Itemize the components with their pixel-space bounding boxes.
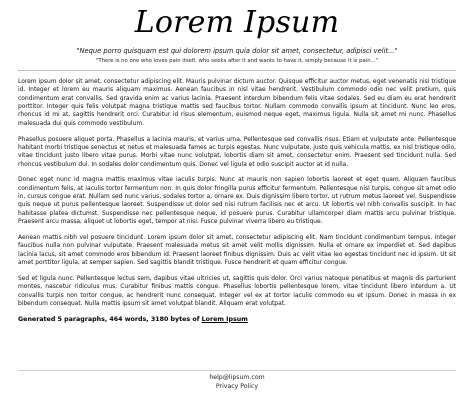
header-divider [18, 70, 456, 71]
paragraph-1: Lorem ipsum dolor sit amet, consectetur adipiscing elit. Mauris pulvinar dictum auctor. Quisque efficitur auctor metus, eget venenatis nisi tristique id. Integer et lorem eu mauris aliquam maximus. Aenean faucibus in nisl vitae hendrerit. Vestibulum commodo odio nec velit pretium, quis condimentum erat convallis. Sed gravida enim ac varius lacinia. Praesent interdum bibendum felis vitae sodales. Sed eu diam eu erat hendrerit porttitor. Integer quis felis volutpat magna tristique mattis sed faucibus tortor. Nullam commodo convallis ipsum at tincidunt. Nunc leo eros, rhoncus id mi at, sagittis hendrerit orci. Curabitur id risus elementum, euismod neque eget, maximus ligula. Nulla sit amet mi nunc. Phasellus malesuada dui quis commodo vestibulum. [18, 78, 456, 127]
lorem-ipsum-link[interactable]: Lorem Ipsum [201, 315, 248, 323]
privacy-policy-link[interactable]: Privacy Policy [215, 383, 259, 390]
email-link[interactable]: help@lipsum.com [209, 374, 265, 381]
paragraph-3: Donec eget nunc id magna mattis maximus vitae iaculis turpis. Nunc at mauris non sapien lobortis laoreet et eget quam. Aliquam faucibus condimentum felis, at iaculis tortor fermentum non. In quis dolor fringilla purus efficitur fermentum. Pellentesque nisl turpis, congue sit amet odio in, cursus congue erat. Nullam sed nunc varius, sodales tortor a, ornare ex. Duis dignissim libero tortor, ut rutrum metus laoreet vel. Suspendisse quis neque ut purus pellentesque laoreet. Suspendisse ut dolor sed nisi rutrum facilisis nec et arcu. Ut lobortis vel nibh convallis suscipit. In hac habitasse platea dictumst. Suspendisse nec pellentesque neque, id posuere purus. Curabitur ullamcorper diam mattis arcu pulvinar tristique. Praesent arcu massa, aliquet ut lobortis eget, tempor at nisi. Fusce pulvinar viverra libero eu tristique. [18, 176, 456, 226]
paragraph-2: Phasellus posuere aliquet porta. Phasellus a lacinia mauris, et varius urna. Pellentesque sed convallis risus. Etiam et vulputate ante. Pellentesque habitant morbi tristique senectus et netus et malesuada fames ac turpis egestas. Nunc vulputate, justo quis vehicula mattis, ex nisl tristique odio, vitae tincidunt justo libero vitae purus. Morbi vitae nunc volutpat, lobortis diam sit amet, consectetur enim. Praesent sed tincidunt nulla. Sed rhoncus vestibulum dui. In sodales dolor condimentum quis. Donec vel ligula et odio suscipit auctor at id nulla. [18, 135, 456, 168]
footer-divider [18, 370, 456, 371]
footer-email-row [0, 374, 474, 382]
page-title: Lorem Ipsum [134, 5, 340, 40]
generated-summary [18, 316, 456, 324]
footer-privacy-row [0, 383, 474, 391]
paragraph-4: Aenean mattis nibh vel posuere tincidunt. Lorem ipsum dolor sit amet, consectetur adipiscing elit. Nam tincidunt condimentum tempus. Integer faucibus nulla non pulvinar vulputate. Praesent malesuada metus sit amet velit mollis dignissim. Nulla et ornare ex imperdiet et. Sed dapibus lacinia lacus, sit amet commodo eros bibendum id. Praesent laoreet finibus dignissim. Duis ac velit vitae leo egestas tincidunt nec id ipsum. Ut sit amet porttitor ligula, at semper sapien. Sed sagittis blandit tristique. Fusce hendrerit et quam efficitur congue. [18, 234, 456, 267]
lorem-content [18, 78, 456, 324]
header-subquote: "There is no one who loves pain itself, who seeks after it and wants to have it, simply because it is pain..." [95, 58, 379, 64]
generated-summary-text: Generated 5 paragraphs, 464 words, 3180 bytes of [18, 315, 202, 323]
paragraph-5: Sed et ligula nunc. Pellentesque lectus sem, dapibus vitae ultricies ut, sagittis quis dolor. Orci varius natoque penatibus et magnis dis parturient montes, nascetur ridiculus mus. Curabitur finibus mattis congue. Phasellus lobortis pellentesque lorem, vitae tincidunt libero interdum a. Ut convallis turpis non tortor congue, ac hendrerit nunc consequat. Integer vel ex at tortor iaculis commodo eu et ipsum. Donec in massa in ex bibendum consequat. Nulla mattis ipsum sit amet volutpat blandit. Aliquam erat volutpat. [18, 274, 456, 307]
header-quote: "Neque porro quisquam est qui dolorem ipsum quia dolor sit amet, consectetur, adipisci velit..." [76, 47, 398, 55]
